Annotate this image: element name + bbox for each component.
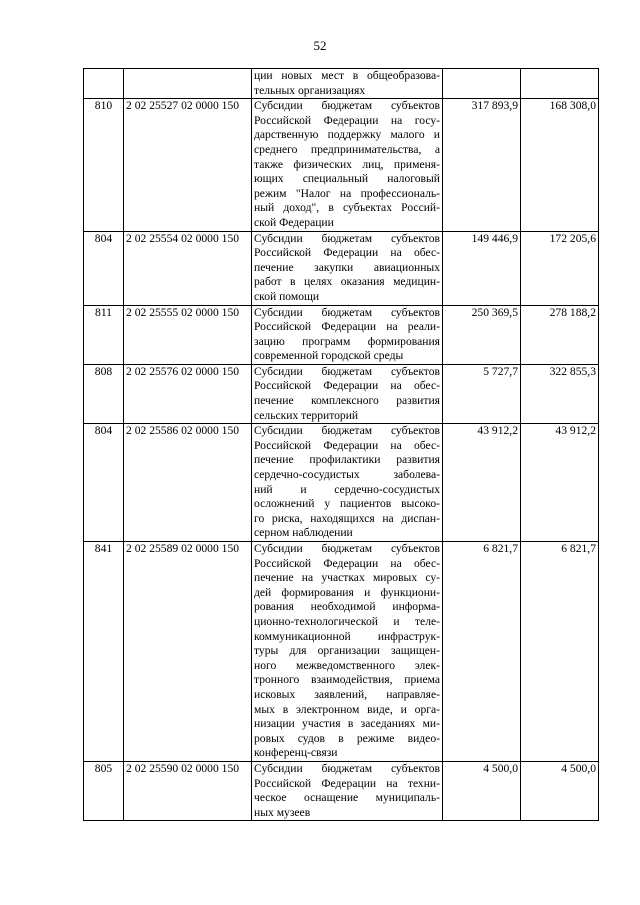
revenue-name-line: Субсидии бюджетам субъектов xyxy=(254,542,440,555)
revenue-name-cell xyxy=(252,305,443,364)
table-body xyxy=(84,69,599,821)
table-row xyxy=(84,364,599,423)
revenue-name-line: дей формирования и функциони- xyxy=(254,585,440,599)
revenue-name-cell xyxy=(252,424,443,542)
revenue-name-line: конференц-связи xyxy=(254,746,338,760)
revenue-name-line: Российской Федерации на реали- xyxy=(254,320,440,334)
revenue-name-line: печение комплексного развития xyxy=(254,394,440,408)
budget-table xyxy=(83,68,599,821)
revenue-name-line: печение на участках мировых су- xyxy=(254,571,440,585)
revenue-name-line: Российской Федерации на обес- xyxy=(254,379,440,393)
table-row xyxy=(84,231,599,305)
revenue-name-line: низации участия в заседаниях ми- xyxy=(254,717,440,731)
revenue-name-line: Российской Федерации на обес- xyxy=(254,438,440,452)
amount-year-1-cell: 5 727,7 xyxy=(443,364,521,423)
revenue-name-line: ний и сердечно-сосудистых xyxy=(254,482,440,496)
amount-year-1-cell xyxy=(443,69,521,99)
admin-code-cell: 804 xyxy=(84,424,124,542)
revenue-name-line: печение закупки авиационных xyxy=(254,260,440,274)
budget-classification-code-cell: 2 02 25527 02 0000 150 xyxy=(124,99,252,231)
revenue-name-line: режим "Налог на профессиональ- xyxy=(254,186,440,200)
admin-code-cell: 808 xyxy=(84,364,124,423)
revenue-name-cell xyxy=(252,69,443,99)
revenue-name-line: ционно-технологической и теле- xyxy=(254,614,440,628)
revenue-name-line: Субсидии бюджетам субъектов xyxy=(254,231,440,245)
table-row xyxy=(84,305,599,364)
budget-classification-code-cell xyxy=(124,69,252,99)
revenue-name-line: Российской Федерации на обес- xyxy=(254,246,440,260)
revenue-name-line: ской помощи xyxy=(254,289,320,303)
revenue-name-line: зацию программ формирования xyxy=(254,334,440,348)
revenue-name-line: коммуникационной инфраструк- xyxy=(254,629,440,643)
amount-year-1-cell: 317 893,9 xyxy=(443,99,521,231)
revenue-name-cell xyxy=(252,231,443,305)
budget-classification-code-cell: 2 02 25589 02 0000 150 xyxy=(124,542,252,762)
amount-year-2-cell xyxy=(521,69,599,99)
revenue-name-line: ческое оснащение муниципаль- xyxy=(254,791,440,805)
amount-year-1-cell: 43 912,2 xyxy=(443,424,521,542)
revenue-name-line: современной городской среды xyxy=(254,349,404,363)
budget-classification-code-cell: 2 02 25590 02 0000 150 xyxy=(124,761,252,820)
revenue-name-line: печение профилактики развития xyxy=(254,453,440,467)
table-row xyxy=(84,542,599,762)
revenue-name-line: ного межведомственного элек- xyxy=(254,658,440,672)
revenue-name-line: работ в целях оказания медицин- xyxy=(254,275,440,289)
table-row xyxy=(84,424,599,542)
revenue-name-line: Субсидии бюджетам субъектов xyxy=(254,99,440,113)
amount-year-2-cell: 168 308,0 xyxy=(521,99,599,231)
revenue-name-line: среднего предпринимательства, а xyxy=(254,142,440,156)
revenue-name-line: Субсидии бюджетам субъектов xyxy=(254,424,440,438)
revenue-name-line: тельных организациях xyxy=(254,83,366,97)
amount-year-1-cell: 4 500,0 xyxy=(443,761,521,820)
amount-year-1-cell: 149 446,9 xyxy=(443,231,521,305)
admin-code-cell xyxy=(84,69,124,99)
page-number: 52 xyxy=(313,38,327,53)
admin-code-cell: 810 xyxy=(84,99,124,231)
revenue-name-line: Субсидии бюджетам субъектов xyxy=(254,364,440,378)
revenue-name-line: также физических лиц, применя- xyxy=(254,157,440,171)
revenue-name-line: Субсидии бюджетам субъектов xyxy=(254,761,440,775)
revenue-name-line: Субсидии бюджетам субъектов xyxy=(254,305,440,319)
amount-year-2-cell: 43 912,2 xyxy=(521,424,599,542)
amount-year-2-cell: 278 188,2 xyxy=(521,305,599,364)
revenue-name-line: рования необходимой информа- xyxy=(254,600,440,614)
table-row xyxy=(84,99,599,231)
revenue-name-line: ющих специальный налоговый xyxy=(254,172,440,186)
revenue-name-line: ской Федерации xyxy=(254,215,334,229)
revenue-name-line: Российской Федерации на госу- xyxy=(254,113,440,127)
amount-year-1-cell: 250 369,5 xyxy=(443,305,521,364)
revenue-name-line: тронного взаимодействия, приема xyxy=(254,673,440,687)
revenue-name-cell xyxy=(252,542,443,762)
revenue-name-line: серном наблюдении xyxy=(254,526,353,540)
admin-code-cell: 805 xyxy=(84,761,124,820)
revenue-name-line: туры для организации защищен- xyxy=(254,644,440,658)
revenue-name-line: ный доход", в субъектах Россий- xyxy=(254,201,440,215)
revenue-name-line: сельских территорий xyxy=(254,408,359,422)
revenue-name-line: ровых судов в режиме видео- xyxy=(254,731,440,745)
revenue-name-line: го риска, находящихся на диспан- xyxy=(254,511,440,525)
amount-year-2-cell: 322 855,3 xyxy=(521,364,599,423)
budget-classification-code-cell: 2 02 25586 02 0000 150 xyxy=(124,424,252,542)
revenue-name-line: мых в электронном виде, и орга- xyxy=(254,702,440,716)
revenue-name-line: сердечно-сосудистых заболева- xyxy=(254,468,440,482)
amount-year-2-cell: 172 205,6 xyxy=(521,231,599,305)
amount-year-2-cell: 6 821,7 xyxy=(521,542,599,762)
revenue-name-cell xyxy=(252,761,443,820)
amount-year-2-cell: 4 500,0 xyxy=(521,761,599,820)
budget-classification-code-cell: 2 02 25576 02 0000 150 xyxy=(124,364,252,423)
revenue-name-cell xyxy=(252,364,443,423)
admin-code-cell: 804 xyxy=(84,231,124,305)
budget-classification-code-cell: 2 02 25554 02 0000 150 xyxy=(124,231,252,305)
revenue-name-line: Российской Федерации на обес- xyxy=(254,556,440,570)
revenue-name-line: ции новых мест в общеобразова- xyxy=(254,69,440,82)
budget-classification-code-cell: 2 02 25555 02 0000 150 xyxy=(124,305,252,364)
admin-code-cell: 811 xyxy=(84,305,124,364)
revenue-name-line: дарственную поддержку малого и xyxy=(254,128,440,142)
revenue-name-line: исковых заявлений, направляе- xyxy=(254,687,440,701)
revenue-name-line: осложнений у пациентов высоко- xyxy=(254,497,440,511)
table-row xyxy=(84,761,599,820)
revenue-name-cell xyxy=(252,99,443,231)
table-row xyxy=(84,69,599,99)
revenue-name-line: Российской Федерации на техни- xyxy=(254,776,440,790)
amount-year-1-cell: 6 821,7 xyxy=(443,542,521,762)
admin-code-cell: 841 xyxy=(84,542,124,762)
revenue-name-line: ных музеев xyxy=(254,805,311,819)
